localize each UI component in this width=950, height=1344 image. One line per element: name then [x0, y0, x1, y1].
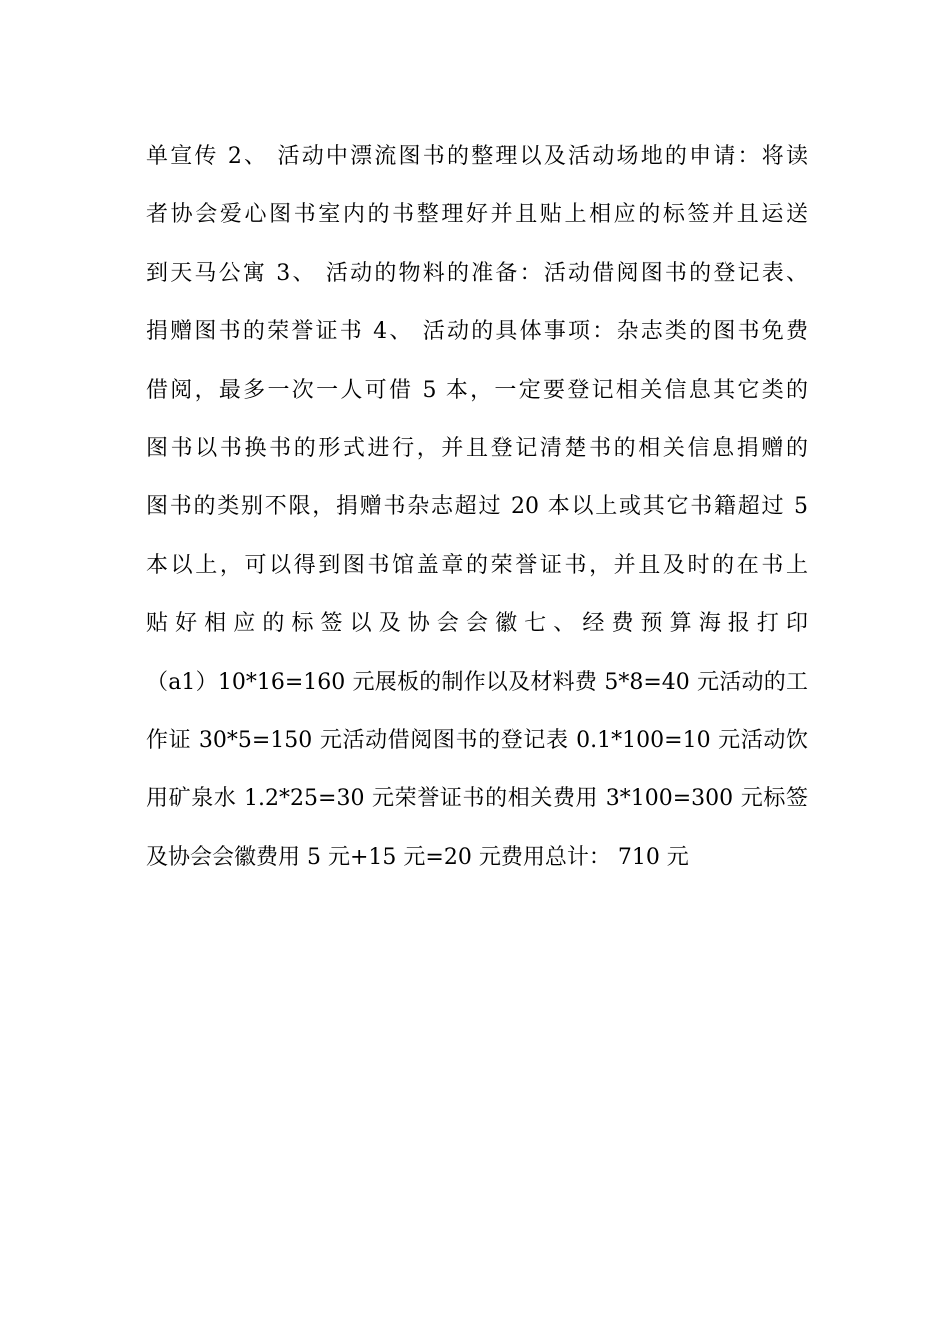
text-line: （a1）10*16=160 元展板的制作以及材料费 5*8=40 元活动的工: [146, 669, 808, 695]
text-line: 图书的类别不限，捐赠书杂志超过 20 本以上或其它书籍超过 5: [146, 494, 808, 520]
text-line: 单宣传 2、 活动中漂流图书的整理以及活动场地的申请：将读: [146, 144, 808, 169]
text-line: 捐赠图书的荣誉证书 4、 活动的具体事项：杂志类的图书免费: [146, 319, 808, 345]
text-line: 到天马公寓 3、 活动的物料的准备：活动借阅图书的登记表、: [146, 260, 808, 286]
text-line: 本以上，可以得到图书馆盖章的荣誉证书，并且及时的在书上: [146, 552, 808, 578]
text-line: 者协会爱心图书室内的书整理好并且贴上相应的标签并且运送: [146, 202, 808, 228]
text-line: 图书以书换书的形式进行，并且登记清楚书的相关信息捐赠的: [146, 435, 808, 461]
text-line: 作证 30*5=150 元活动借阅图书的登记表 0.1*100=10 元活动饮: [146, 727, 808, 753]
text-line: 借阅，最多一次一人可借 5 本，一定要登记相关信息其它类的: [146, 377, 808, 403]
text-line: 用矿泉水 1.2*25=30 元荣誉证书的相关费用 3*100=300 元标签: [146, 786, 808, 812]
text-line: 贴好相应的标签以及协会会徽七、经费预算海报打印: [146, 611, 808, 637]
body-text: [146, 128, 808, 887]
text-line-last: 及协会会徽费用 5 元+15 元=20 元费用总计： 710 元: [146, 844, 689, 870]
